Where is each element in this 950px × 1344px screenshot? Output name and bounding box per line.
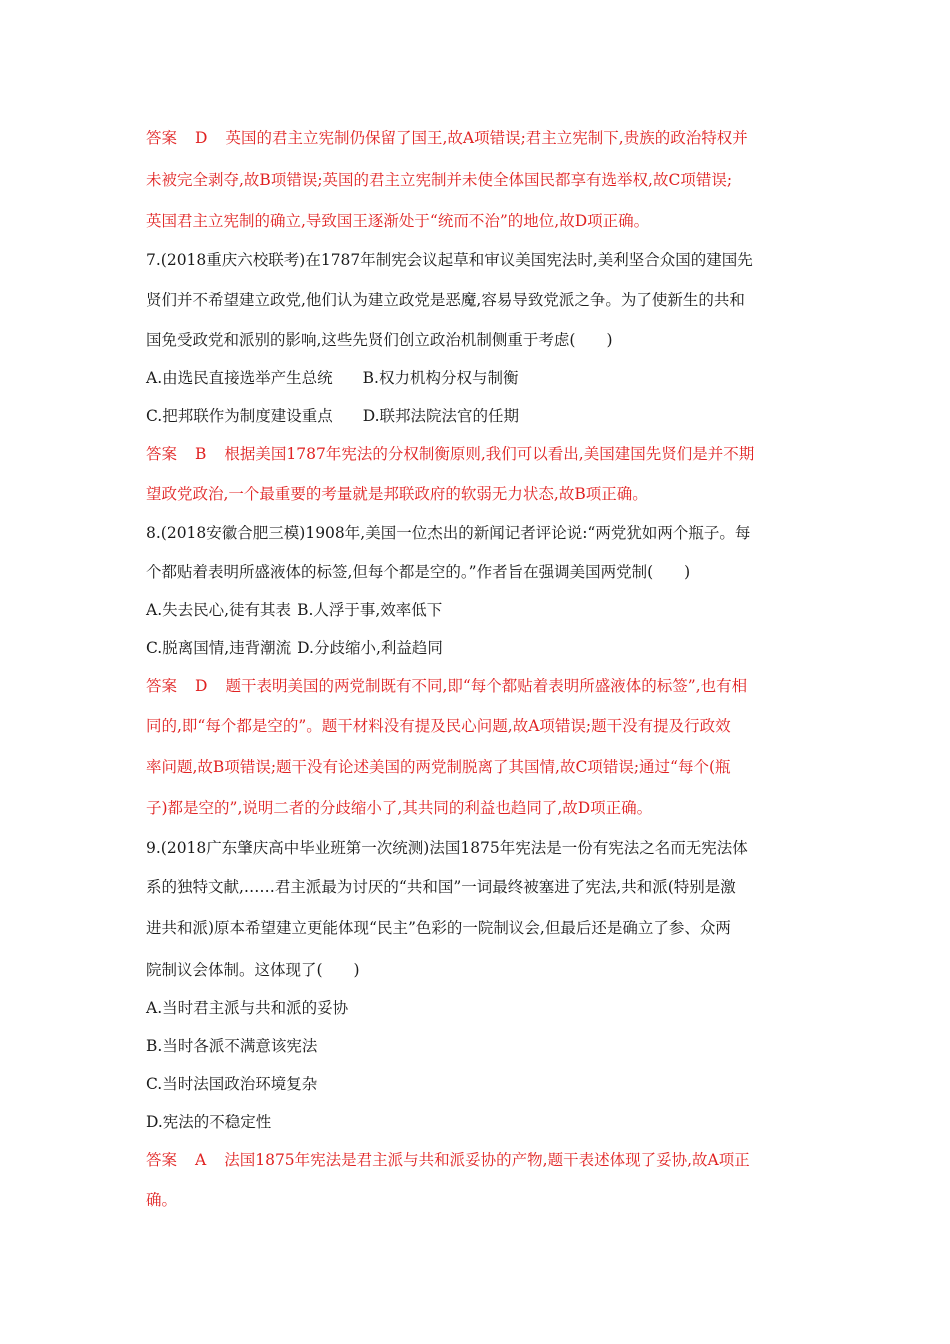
- q8-answer-line-3: 率问题,故B项错误;题干没有论述美国的两党制脱离了其国情,故C项错误;通过“每个(瓶: [146, 758, 731, 776]
- q7-stem-line-2: 贤们并不希望建立政党,他们认为建立政党是恶魔,容易导致党派之争。为了使新生的共和: [146, 291, 745, 309]
- q8-answer-line-4: 子)都是空的”,说明二者的分歧缩小了,其共同的利益也趋同了,故D项正确。: [146, 799, 653, 817]
- answer-label: 答案: [146, 445, 178, 463]
- q8-stem-line-1: 8.(2018安徽合肥三模)1908年,美国一位杰出的新闻记者评论说:“两党犹如两个瓶子。每: [146, 524, 751, 542]
- q7-answer-line-1: 答案 B 根据美国1787年宪法的分权制衡原则,我们可以看出,美国建国先贤们是并不期: [146, 445, 755, 463]
- answer-key: B: [195, 445, 207, 463]
- q6-answer-line-2: 未被完全剥夺,故B项错误;英国的君主立宪制并未使全体国民都享有选举权,故C项错误;: [146, 171, 733, 189]
- q9-option-c: C.当时法国政治环境复杂: [146, 1075, 318, 1093]
- q8-stem-line-2: 个都贴着表明所盛液体的标签,但每个都是空的。”作者旨在强调美国两党制( ): [146, 563, 691, 581]
- q8-option-d: D.分歧缩小,利益趋同: [297, 639, 443, 657]
- q8-option-b: B.人浮于事,效率低下: [297, 601, 443, 619]
- q9-option-a: A.当时君主派与共和派的妥协: [146, 999, 349, 1017]
- q7-stem-line-1: 7.(2018重庆六校联考)在1787年制宪会议起草和审议美国宪法时,美利坚合众国的建国先: [146, 251, 753, 269]
- q8-option-a: A.失去民心,徒有其表: [146, 601, 292, 619]
- q9-answer-line-2: 确。: [146, 1191, 178, 1209]
- answer-key: D: [195, 129, 208, 147]
- answer-key: A: [195, 1151, 207, 1169]
- q7-options-row-2: [146, 406, 816, 426]
- q6-answer-line-3: 英国君主立宪制的确立,导致国王逐渐处于“统而不治”的地位,故D项正确。: [146, 212, 650, 230]
- q8-option-c: C.脱离国情,违背潮流: [146, 639, 292, 657]
- q7-option-b: B.权力机构分权与制衡: [362, 369, 519, 387]
- q7-option-c: C.把邦联作为制度建设重点: [146, 407, 333, 425]
- q7-option-a: A.由选民直接选举产生总统: [146, 369, 333, 387]
- answer-label: 答案: [146, 677, 178, 695]
- q7-answer-line-2: 望政党政治,一个最重要的考量就是邦联政府的软弱无力状态,故B项正确。: [146, 485, 648, 503]
- answer-label: 答案: [146, 1151, 178, 1169]
- answer-key: D: [195, 677, 208, 695]
- answer-label: 答案: [146, 129, 178, 147]
- q6-answer-line-1: 答案 D 英国的君主立宪制仍保留了国王,故A项错误;君主立宪制下,贵族的政治特权并: [146, 129, 748, 147]
- q9-answer-line-1: 答案 A 法国1875年宪法是君主派与共和派妥协的产物,题干表述体现了妥协,故A项正: [146, 1151, 750, 1169]
- q9-option-b: B.当时各派不满意该宪法: [146, 1037, 318, 1055]
- q9-stem-line-3: 进共和派)原本希望建立更能体现“民主”色彩的一院制议会,但最后还是确立了参、众两: [146, 919, 731, 937]
- q7-stem-line-3: 国免受政党和派别的影响,这些先贤们创立政治机制侧重于考虑( ): [146, 331, 613, 349]
- q9-stem-line-2: 系的独特文献,……君主派最为讨厌的“共和国”一词最终被塞进了宪法,共和派(特别是激: [146, 878, 736, 896]
- q7-option-d: D.联邦法院法官的任期: [362, 407, 520, 425]
- q8-options-row-2: [146, 638, 816, 658]
- q8-answer-line-1: 答案 D 题干表明美国的两党制既有不同,即“每个都贴着表明所盛液体的标签”,也有相: [146, 677, 748, 695]
- q8-answer-line-2: 同的,即“每个都是空的”。题干材料没有提及民心问题,故A项错误;题干没有提及行政效: [146, 717, 731, 735]
- q9-stem-line-1: 9.(2018广东肇庆高中毕业班第一次统测)法国1875年宪法是一份有宪法之名而无宪法体: [146, 839, 748, 857]
- q9-stem-line-4: 院制议会体制。这体现了( ): [146, 961, 360, 979]
- q7-options-row-1: [146, 368, 816, 388]
- q9-option-d: D.宪法的不稳定性: [146, 1113, 272, 1131]
- q8-options-row-1: [146, 600, 816, 620]
